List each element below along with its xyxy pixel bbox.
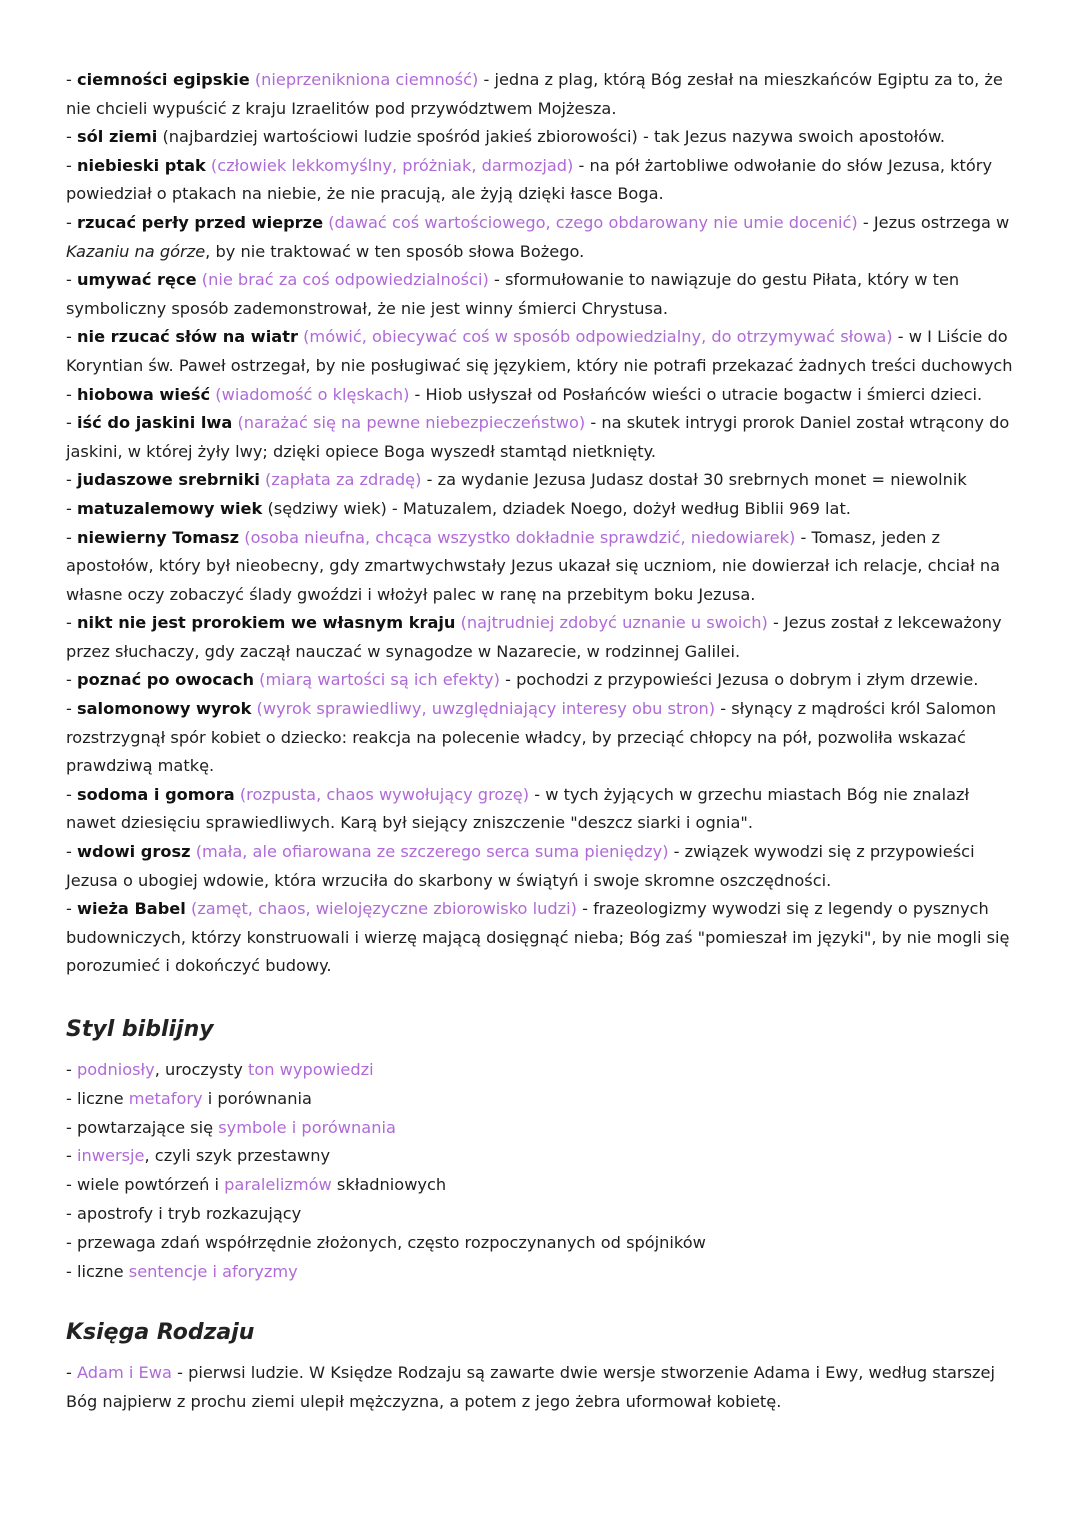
styl-list-item: - powtarzające się symbole i porównania — [66, 1117, 396, 1137]
phrase-term: judaszowe srebrniki — [77, 470, 260, 490]
styl-list-item: - liczne metafory i porównania — [66, 1088, 312, 1108]
section-heading-styl: Styl biblijny — [66, 1017, 214, 1042]
phrase-entry: - hiobowa wieść (wiadomość o klęskach) - Hiob usłyszał od Posłańców wieści o utracie bogactw i śmierci dzieci. — [66, 384, 983, 404]
phrase-gloss: (wyrok sprawiedliwy, uwzględniający interesy obu stron) — [256, 699, 716, 719]
phrase-entry: - poznać po owocach (miarą wartości są ich efekty) - pochodzi z przypowieści Jezusa o dobrym i złym drzewie. — [66, 670, 979, 690]
phrase-term: salomonowy wyrok — [77, 699, 252, 719]
styl-list-item: - inwersje, czyli szyk przestawny — [66, 1146, 331, 1166]
styl-item-text: składniowych — [331, 1175, 447, 1195]
phrase-term: matuzalemowy wiek — [77, 498, 263, 518]
phrase-term: wieża Babel — [77, 899, 186, 919]
phrase-gloss: (narażać się na pewne niebezpieczeństwo) — [237, 413, 586, 433]
phrase-description: - związek wywodzi się z przypowieści Jezusa o ubogiej wdowie, która wrzuciła do skarbony w świątyń i swoje skromne oszczędności. — [66, 842, 975, 890]
styl-item-highlight: wypowiedzi — [279, 1060, 374, 1079]
styl-item-highlight: ton — [247, 1060, 275, 1079]
phrase-description: - na skutek intrygi prorok Daniel został wtrącony do jaskini, w której żyły lwy; dzięki opiece Boga wyszedł stamtąd nietknięty. — [66, 413, 1010, 461]
phrase-entry: - nie rzucać słów na wiatr (mówić, obiecywać coś w sposób odpowiedzialny, do otrzymywać słowa) - w I Liście do Koryntian św. Paweł ostrzegał, by nie posługiwać się językiem, który nie potrafi przekazać żadnych treści duchowych — [66, 327, 1013, 375]
phrase-gloss: (mówić, obiecywać coś w sposób odpowiedzialny, do otrzymywać słowa) — [303, 327, 893, 347]
phrase-term: rzucać perły przed wieprze — [77, 212, 324, 232]
phrase-entry: - nikt nie jest prorokiem we własnym kraju (najtrudniej zdobyć uznanie u swoich) - Jezus został z lekceważony przez słuchaczy, gdy zaczął nauczać w synagodze w Nazarecie, w rodzinnej Galilei. — [66, 613, 1002, 661]
phrase-entry: - wdowi grosz (mała, ale ofiarowana ze szczerego serca suma pieniędzy) - związek wywodzi się z przypowieści Jezusa o ubogiej wdowie, która wrzuciła do skarbony w świątyń i swoje skromne oszczędności. — [66, 842, 975, 890]
phrase-term: niebieski ptak — [77, 155, 206, 175]
styl-item-text: powtarzające się — [77, 1117, 219, 1137]
phrase-entry: - sodoma i gomora (rozpusta, chaos wywołujący grozę) - w tych żyjących w grzechu miastach Bóg nie znalazł nawet dziesięciu sprawiedliwych. Karą był siejący zniszczenie "deszcz siarki i ognia". — [66, 784, 970, 833]
phrase-description: (najbardziej wartościowi ludzie spośród jakieś zbiorowości) - tak Jezus nazywa swoich apostołów. — [157, 127, 945, 147]
phrase-entry: - judaszowe srebrniki (zapłata za zdradę) - za wydanie Jezusa Judasz dostał 30 srebrnych monet = niewolnik — [66, 470, 967, 490]
styl-item-highlight: podniosły — [77, 1060, 155, 1079]
phrase-entry: - salomonowy wyrok (wyrok sprawiedliwy, uwzględniający interesy obu stron) - słynący z mądrości król Salomon rozstrzygnął spór kobiet o dziecko: reakcja na polecenie władcy, by przeciąć chłopcy na pół, pozwoliła wskazać prawdziwą matkę. — [66, 699, 997, 776]
section-heading-ksiega: Księga Rodzaju — [66, 1320, 255, 1346]
styl-item-highlight: sentencje i aforyzmy — [128, 1261, 298, 1281]
phrase-description: - jedna z plag, którą Bóg zesłał na mieszkańców Egiptu za to, że nie chcieli wypuścić z kraju Izraelitów pod przywództwem Mojżesza. — [66, 70, 1003, 118]
styl-item-text: apostrofy i tryb rozkazujący — [77, 1203, 302, 1223]
styl-item-highlight: paralelizmów — [224, 1175, 332, 1195]
phrase-description: - sformułowanie to nawiązuje do gestu Piłata, który w ten symboliczny sposób zademonstrował, że nie jest winny śmierci Chrystusa. — [66, 270, 960, 318]
phrase-gloss: (osoba nieufna, chcąca wszystko dokładnie sprawdzić, niedowiarek) — [244, 527, 796, 547]
styl-list-item: - liczne sentencje i aforyzmy — [66, 1261, 298, 1281]
phrase-gloss: (zapłata za zdradę) — [265, 470, 422, 490]
phrase-gloss: (miarą wartości są ich efekty) — [259, 670, 500, 690]
styl-item-highlight: inwersje — [77, 1146, 145, 1166]
phrase-description: - Hiob usłyszał od Posłańców wieści o utracie bogactw i śmierci dzieci. — [409, 384, 983, 404]
phrase-gloss: (zamęt, chaos, wielojęzyczne zbiorowisko ludzi) — [191, 899, 577, 919]
phrase-term: sodoma i gomora — [77, 784, 235, 804]
phrase-description: - słynący z mądrości król Salomon rozstrzygnął spór kobiet o dziecko: reakcja na polecenie władcy, by przeciąć chłopcy na pół, pozwoliła wskazać prawdziwą matkę. — [66, 699, 997, 776]
phrase-term: sól ziemi — [77, 127, 158, 147]
phrase-term: poznać po owocach — [77, 670, 254, 690]
styl-list-item: - wiele powtórzeń i paralelizmów składniowych — [66, 1175, 447, 1195]
phrase-gloss: (nieprzenikniona ciemność) — [254, 70, 479, 89]
phrase-entry: - wieża Babel (zamęt, chaos, wielojęzyczne zbiorowisko ludzi) - frazeologizmy wywodzi się z legendy o pysznych budowniczych, którzy konstruowali i wierzę mającą dosięgnąć nieba; Bóg zaś "pomieszał im języki", by nie mogli się porozumieć i dokończyć budowy. — [66, 899, 1010, 976]
phrase-description: - na pół żartobliwe odwołanie do słów Jezusa, który powiedział o ptakach na niebie, że nie pracują, ale żyją dzięki łasce Boga. — [66, 155, 993, 204]
phrase-description: , by nie traktować w ten sposób słowa Bożego. — [205, 241, 585, 261]
phrase-term: ciemności egipskie — [77, 70, 250, 89]
phrase-description: - Jezus ostrzega w — [857, 212, 1010, 232]
styl-item-text: , czyli szyk przestawny — [144, 1146, 331, 1166]
styl-list-item: - podniosły, uroczysty ton wypowiedzi — [66, 1060, 374, 1079]
phrase-term: niewierny Tomasz — [77, 527, 240, 547]
phrase-gloss: (dawać coś wartościowego, czego obdarowany nie umie docenić) — [328, 212, 858, 232]
phrase-gloss: (mała, ale ofiarowana ze szczerego serca suma pieniędzy) — [195, 842, 669, 862]
phrase-gloss: (człowiek lekkomyślny, próżniak, darmozjad) — [210, 155, 574, 175]
phrase-description: - za wydanie Jezusa Judasz dostał 30 srebrnych monet = niewolnik — [421, 470, 967, 490]
phrase-description: - frazeologizmy wywodzi się z legendy o pysznych budowniczych, którzy konstruowali i wierzę mającą dosięgnąć nieba; Bóg zaś "pomieszał im języki", by nie mogli się porozumieć i dokończyć budowy. — [66, 899, 1010, 976]
phrase-entry: - ciemności egipskie (nieprzenikniona ciemność) - jedna z plag, którą Bóg zesłał na mieszkańców Egiptu za to, że nie chcieli wypuścić z kraju Izraelitów pod przywództwem Mojżesza. — [66, 70, 1003, 118]
styl-list-item: - przewaga zdań współrzędnie złożonych, często rozpoczynanych od spójników — [66, 1232, 706, 1252]
phrase-description: - Jezus został z lekceważony przez słuchaczy, gdy zaczął nauczać w synagodze w Nazarecie, w rodzinnej Galilei. — [66, 613, 1002, 661]
phrase-entry: - umywać ręce (nie brać za coś odpowiedzialności) - sformułowanie to nawiązuje do gestu Piłata, który w ten symboliczny sposób zademonstrował, że nie jest winny śmierci Chrystusa. — [66, 270, 960, 318]
phrase-gloss: (rozpusta, chaos wywołujący grozę) — [239, 784, 530, 804]
phrase-entry: - niewierny Tomasz (osoba nieufna, chcąca wszystko dokładnie sprawdzić, niedowiarek) - Tomasz, jeden z apostołów, który był nieobecny, gdy zmartwychwstały Jezus ukazał się uczniom, nie dowierzał ich relacje, chciał na własne oczy zobaczyć ślady gwoździ i włożył palec w ranę na przebitym boku Jezusa. — [66, 527, 1001, 604]
styl-item-text: liczne — [77, 1261, 129, 1281]
phrase-description: (sędziwy wiek) - Matuzalem, dziadek Noego, dożył według Biblii 969 lat. — [262, 498, 851, 518]
ksiega-term: Adam i Ewa — [77, 1363, 172, 1383]
phrase-term: umywać ręce — [77, 270, 197, 290]
styl-item-text: liczne — [77, 1088, 129, 1108]
phrase-entry: - niebieski ptak (człowiek lekkomyślny, próżniak, darmozjad) - na pół żartobliwe odwołanie do słów Jezusa, który powiedział o ptakach na niebie, że nie pracują, ale żyją dzięki łasce Boga. — [66, 155, 993, 204]
phrase-gloss: (wiadomość o klęskach) — [215, 384, 410, 404]
styl-item-text: przewaga zdań współrzędnie złożonych, często rozpoczynanych od spójników — [77, 1232, 706, 1252]
phrase-term: iść do jaskini lwa — [77, 413, 233, 433]
phrase-term: hiobowa wieść — [77, 384, 211, 404]
phrase-list — [66, 66, 1020, 981]
styl-item-text: , uroczysty — [154, 1060, 248, 1079]
styl-item-text: wiele powtórzeń i — [77, 1175, 225, 1195]
phrase-term: nikt nie jest prorokiem we własnym kraju — [77, 613, 456, 633]
ksiega-entry: - Adam i Ewa - pierwsi ludzie. W Księdze Rodzaju są zawarte dwie wersje stworzenie Adama i Ewy, według starszej Bóg najpierw z prochu ziemi ulepił mężczyzna, a potem z jego żebra uformował kobietę. — [66, 1363, 995, 1411]
phrase-gloss: (najtrudniej zdobyć uznanie u swoich) — [460, 613, 768, 633]
phrase-entry: - iść do jaskini lwa (narażać się na pewne niebezpieczeństwo) - na skutek intrygi prorok Daniel został wtrącony do jaskini, w której żyły lwy; dzięki opiece Boga wyszedł stamtąd nietknięty. — [66, 413, 1010, 461]
phrase-entry: - rzucać perły przed wieprze (dawać coś wartościowego, czego obdarowany nie umie docenić) - Jezus ostrzega w Kazaniu na górze, by nie traktować w ten sposób słowa Bożego. — [66, 212, 1010, 261]
styl-item-highlight: symbole i porównania — [218, 1117, 396, 1137]
phrase-description: - w I Liście do Koryntian św. Paweł ostrzegał, by nie posługiwać się językiem, który nie potrafi przekazać żadnych treści duchowych — [66, 327, 1013, 375]
phrase-term: wdowi grosz — [77, 842, 191, 862]
phrase-entry: - sól ziemi (najbardziej wartościowi ludzie spośród jakieś zbiorowości) - tak Jezus nazywa swoich apostołów. — [66, 127, 945, 147]
phrase-description: - pochodzi z przypowieści Jezusa o dobrym i złym drzewie. — [499, 670, 979, 690]
styl-item-text: i porównania — [202, 1088, 312, 1108]
phrase-gloss: (nie brać za coś odpowiedzialności) — [201, 270, 489, 290]
phrase-term: nie rzucać słów na wiatr — [77, 327, 298, 347]
phrase-description: - Tomasz, jeden z apostołów, który był nieobecny, gdy zmartwychwstały Jezus ukazał się uczniom, nie dowierzał ich relacje, chciał na własne oczy zobaczyć ślady gwoździ i włożył palec w ranę na przebitym boku Jezusa. — [66, 527, 1001, 604]
phrase-italic-title: Kazaniu na górze — [66, 241, 206, 261]
styl-list-item: - apostrofy i tryb rozkazujący — [66, 1203, 302, 1223]
styl-item-highlight: metafory — [128, 1088, 203, 1108]
phrase-description: - w tych żyjących w grzechu miastach Bóg nie znalazł nawet dziesięciu sprawiedliwych. Karą był siejący zniszczenie "deszcz siarki i ognia". — [66, 784, 970, 833]
phrase-entry: - matuzalemowy wiek (sędziwy wiek) - Matuzalem, dziadek Noego, dożył według Biblii 969 lat. — [66, 498, 851, 518]
styl-list — [66, 1056, 1020, 1286]
ksiega-description: - pierwsi ludzie. W Księdze Rodzaju są zawarte dwie wersje stworzenie Adama i Ewy, według starszej Bóg najpierw z prochu ziemi ulepił mężczyzna, a potem z jego żebra uformował kobietę. — [66, 1363, 995, 1411]
